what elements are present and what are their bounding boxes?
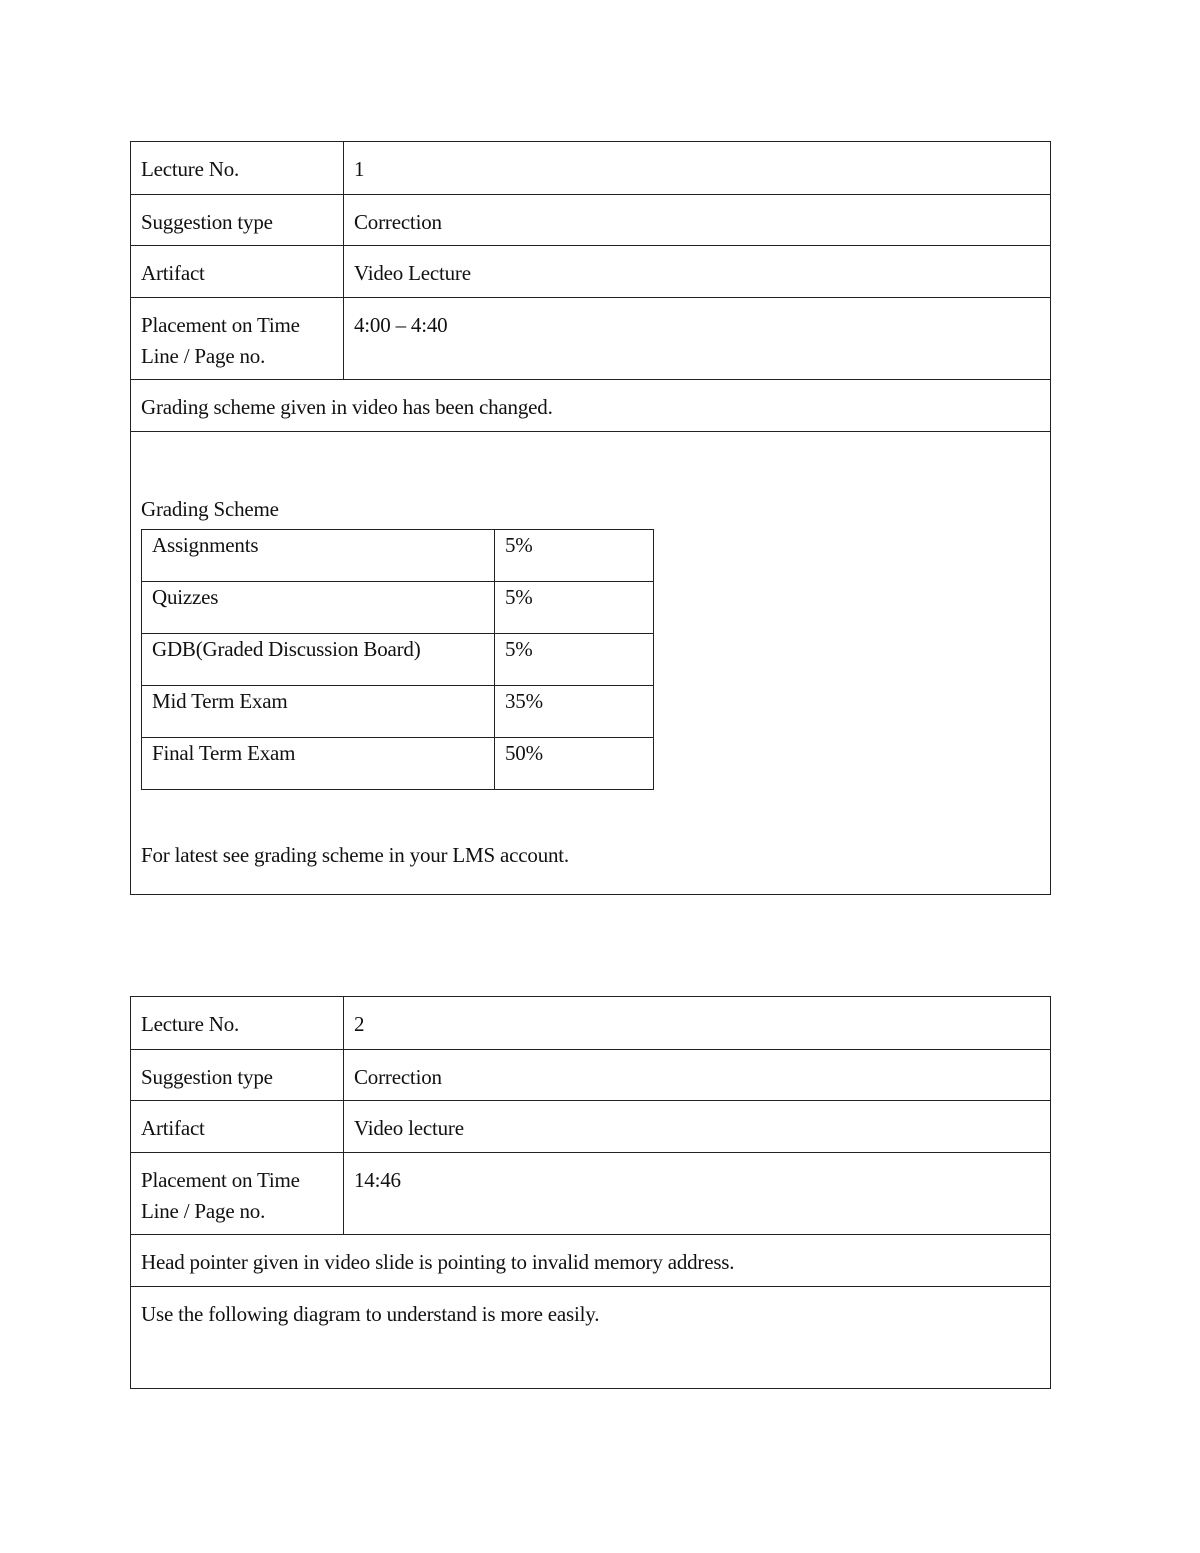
artifact-label: Artifact (141, 1116, 205, 1140)
value-cell (344, 1153, 1051, 1235)
value-cell (344, 142, 1051, 195)
suggestion-table-2 (130, 996, 1051, 1389)
row-artifact (131, 1101, 1051, 1153)
row-details (131, 432, 1051, 895)
grading-item: Assignments (152, 533, 259, 557)
lecture-no-label: Lecture No. (141, 157, 240, 181)
value-cell (344, 298, 1051, 380)
description-text: Grading scheme given in video has been changed. (141, 395, 553, 419)
grading-footer-note: For latest see grading scheme in your LMS account. (141, 843, 569, 867)
label-cell (131, 997, 344, 1050)
row-placement (131, 1153, 1051, 1235)
value-cell (344, 246, 1051, 298)
suggestion-type-label: Suggestion type (141, 1065, 273, 1089)
grading-item-cell (142, 686, 495, 738)
grading-row (142, 738, 654, 790)
artifact-value: Video lecture (354, 1116, 464, 1140)
artifact-value: Video Lecture (354, 261, 471, 285)
grading-item: Quizzes (152, 585, 219, 609)
row-lecture-no (131, 142, 1051, 195)
details-text: Use the following diagram to understand is more easily. (141, 1302, 600, 1326)
details-cell (131, 432, 1051, 895)
grading-weight-cell (495, 634, 654, 686)
artifact-label: Artifact (141, 261, 205, 285)
grading-weight-cell (495, 582, 654, 634)
grading-weight: 50% (505, 741, 543, 765)
grading-scheme-table (141, 529, 654, 790)
label-cell (131, 195, 344, 246)
lecture-no-label: Lecture No. (141, 1012, 240, 1036)
value-cell (344, 1050, 1051, 1101)
grading-weight-cell (495, 738, 654, 790)
row-description (131, 380, 1051, 432)
grading-row (142, 530, 654, 582)
grading-weight: 5% (505, 533, 533, 557)
suggestion-type-value: Correction (354, 1065, 442, 1089)
suggestion-type-label: Suggestion type (141, 210, 273, 234)
label-cell (131, 298, 344, 380)
lecture-no-value: 2 (354, 1012, 365, 1036)
grading-item-cell (142, 634, 495, 686)
placement-value: 4:00 – 4:40 (354, 313, 448, 337)
row-description (131, 1235, 1051, 1287)
grading-row (142, 634, 654, 686)
grading-item-cell (142, 738, 495, 790)
grading-weight: 5% (505, 585, 533, 609)
grading-row (142, 582, 654, 634)
placement-value: 14:46 (354, 1168, 401, 1192)
label-cell (131, 1101, 344, 1153)
grading-item: Mid Term Exam (152, 689, 288, 713)
placement-label: Placement on Time Line / Page no. (141, 313, 300, 368)
lecture-no-value: 1 (354, 157, 365, 181)
value-cell (344, 195, 1051, 246)
row-suggestion-type (131, 195, 1051, 246)
row-lecture-no (131, 997, 1051, 1050)
grading-item: GDB(Graded Discussion Board) (152, 637, 421, 661)
grading-item: Final Term Exam (152, 741, 296, 765)
description-text: Head pointer given in video slide is pointing to invalid memory address. (141, 1250, 735, 1274)
grading-item-cell (142, 530, 495, 582)
grading-weight: 35% (505, 689, 543, 713)
grading-scheme-title: Grading Scheme (141, 497, 279, 521)
placement-label: Placement on Time Line / Page no. (141, 1168, 300, 1223)
row-details (131, 1287, 1051, 1389)
label-cell (131, 246, 344, 298)
row-suggestion-type (131, 1050, 1051, 1101)
row-placement (131, 298, 1051, 380)
value-cell (344, 1101, 1051, 1153)
grading-row (142, 686, 654, 738)
suggestion-type-value: Correction (354, 210, 442, 234)
label-cell (131, 142, 344, 195)
label-cell (131, 1153, 344, 1235)
description-cell (131, 380, 1051, 432)
details-cell (131, 1287, 1051, 1389)
value-cell (344, 997, 1051, 1050)
grading-weight: 5% (505, 637, 533, 661)
grading-weight-cell (495, 530, 654, 582)
description-cell (131, 1235, 1051, 1287)
row-artifact (131, 246, 1051, 298)
label-cell (131, 1050, 344, 1101)
suggestion-table-1 (130, 141, 1051, 895)
grading-weight-cell (495, 686, 654, 738)
grading-item-cell (142, 582, 495, 634)
